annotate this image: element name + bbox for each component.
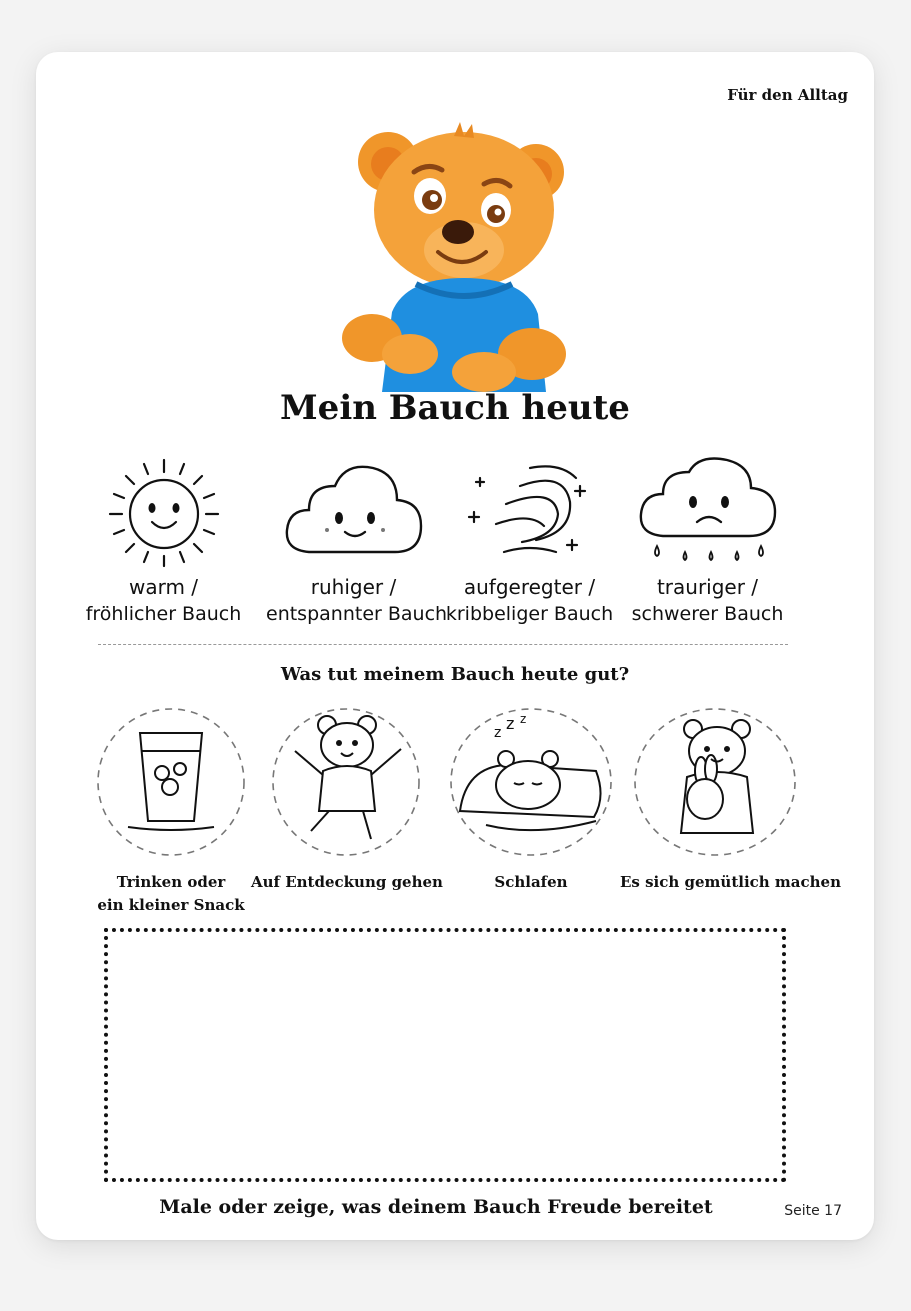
sun-face-icon	[104, 456, 224, 568]
drawing-area[interactable]	[104, 928, 786, 1182]
worksheet-page	[36, 52, 874, 1240]
drawing-instruction: Male oder zeige, was deinem Bauch Freude bereitet	[159, 1196, 713, 1218]
section-label: Für den Alltag	[727, 86, 848, 104]
mood-label-line1: aufgeregter /	[463, 575, 596, 599]
mood-calm	[266, 456, 448, 628]
activities-question: Was tut meinem Bauch heute gut?	[280, 664, 630, 685]
mood-sad	[620, 456, 795, 628]
activity-label-line1: Auf Entdeckung gehen	[251, 873, 443, 891]
bear-mascot-illustration	[326, 92, 586, 392]
running-bear-icon	[267, 707, 425, 857]
activity-sleep	[436, 707, 626, 894]
mood-label-line2: kribbeliger Bauch	[445, 603, 614, 625]
activity-label-line2: ein kleiner Snack	[97, 896, 245, 914]
page-title: Mein Bauch heute	[280, 388, 630, 428]
page-number: Seite 17	[784, 1203, 842, 1219]
dashed-divider	[98, 644, 788, 645]
mood-label-line2: fröhlicher Bauch	[85, 603, 242, 625]
mood-label-line2: entspannter Bauch	[266, 603, 448, 625]
calm-cloud-icon	[279, 456, 429, 568]
activity-label-line1: Trinken oder	[116, 873, 226, 891]
svg-text:z: z	[506, 714, 515, 733]
activity-drink-snack	[76, 707, 266, 917]
rain-cloud-icon	[633, 456, 783, 568]
svg-text:z: z	[520, 712, 527, 726]
activity-label-line1: Schlafen	[494, 873, 568, 891]
activity-cozy	[620, 707, 841, 894]
activity-label-line1: Es sich gemütlich machen	[620, 873, 841, 891]
mood-label-line1: warm /	[128, 575, 199, 599]
sleeping-bear-icon	[446, 707, 616, 857]
mood-warm	[76, 456, 251, 628]
swirl-wind-icon	[460, 456, 600, 568]
activity-explore	[251, 707, 441, 894]
mood-excited	[442, 456, 617, 628]
mood-label-line1: trauriger /	[656, 575, 759, 599]
cuddling-bear-icon	[631, 707, 799, 857]
mood-label-line1: ruhiger /	[310, 575, 397, 599]
svg-text:z: z	[494, 725, 502, 741]
water-glass-icon	[92, 707, 250, 857]
mood-label-line2: schwerer Bauch	[631, 603, 784, 625]
